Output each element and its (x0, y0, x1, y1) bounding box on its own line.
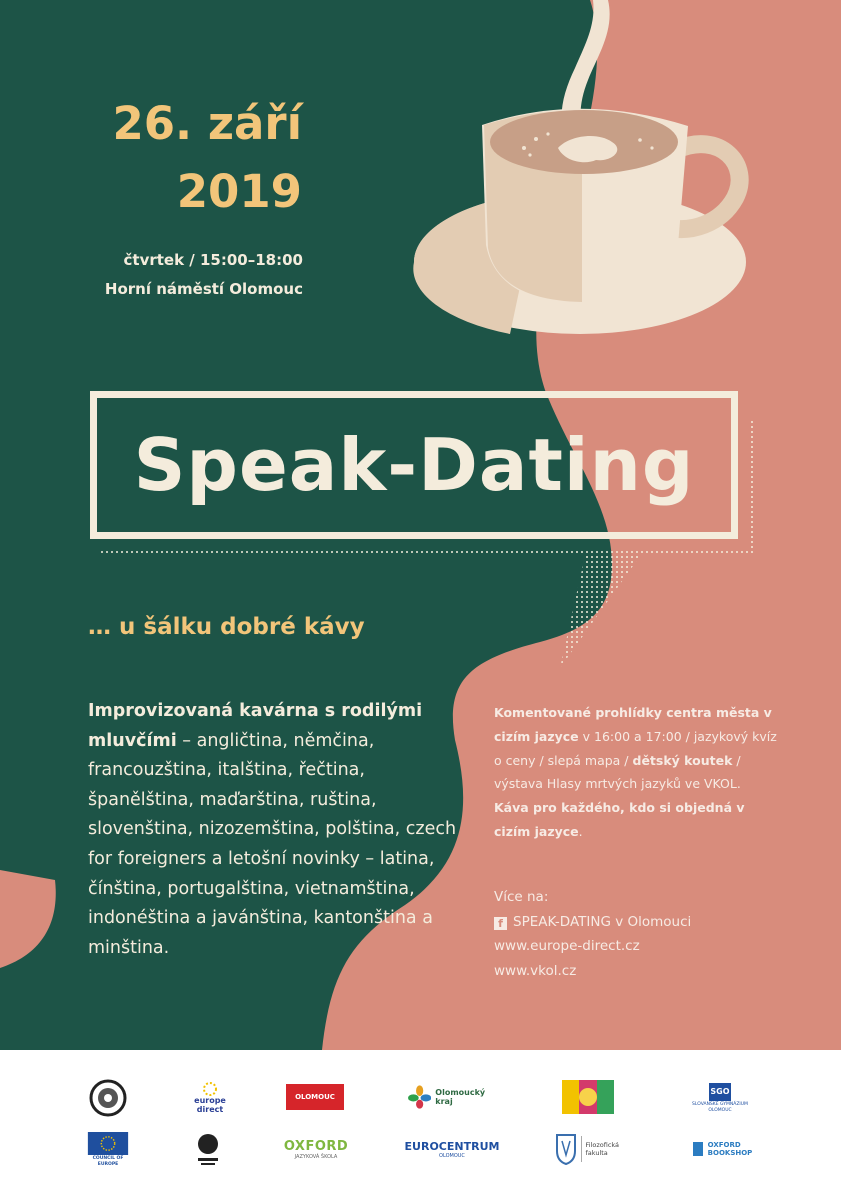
council-text: COUNCIL OF EUROPE (92, 1156, 124, 1167)
oxford-bookshop-logo (686, 1136, 758, 1162)
foam-dot (546, 132, 549, 135)
europe-direct-text: europe direct (194, 1096, 226, 1114)
oxford-school-sub: JAZYKOVÁ ŠKOLA (294, 1153, 338, 1160)
exhibition: / výstava Hlasy mrtvých jazyků ve VKOL. (494, 752, 741, 792)
council-flag-icon (87, 1132, 129, 1155)
eurocentrum-sub: OLOMOUC (439, 1152, 465, 1159)
event-time: čtvrtek / 15:00–18:00 (123, 251, 303, 269)
partner-logos (0, 1050, 841, 1200)
eu-stars-icon (200, 1082, 220, 1096)
faces-icon (562, 1080, 614, 1114)
eurocentrum-text: EUROCENTRUM (404, 1139, 500, 1153)
olomoucky-kraj-logo (408, 1080, 498, 1114)
facebook-icon: f (494, 917, 507, 930)
society-logo (190, 1130, 226, 1170)
oxford-bookshop-text-1: OXFORD (707, 1141, 741, 1149)
event-date-year: 2019 (176, 165, 302, 218)
council-of-europe-logo (86, 1132, 130, 1168)
foam-dot (638, 138, 642, 142)
eurocentrum-logo (404, 1136, 500, 1162)
foam-dot (522, 146, 526, 150)
society-emblem-icon (193, 1132, 223, 1168)
foam-dot (534, 137, 538, 141)
kids-corner: dětský koutek (632, 752, 733, 768)
languages-paragraph (88, 697, 468, 963)
tagline: … u šálku dobré kávy (88, 614, 365, 640)
facebook-link[interactable] (494, 910, 784, 935)
filozoficka-text: Filozofická fakulta (585, 1141, 620, 1157)
more-label: Více na: (494, 889, 549, 905)
tours-label: Komentované prohlídky centra města v cizím jazyce (494, 705, 772, 744)
olomouc-logo (286, 1084, 344, 1110)
facebook-label: SPEAK-DATING v Olomouci (513, 913, 692, 930)
languages-intro: Improvizovaná kavárna s rodilými mluvčími (88, 701, 423, 751)
seal-logo (88, 1078, 128, 1118)
sgo-text: SLOVANSKÉ GYMNÁZIUM OLOMOUC (692, 1101, 748, 1113)
vkol-link[interactable]: www.vkol.cz (494, 962, 577, 979)
kraj-text: Olomoucký kraj (435, 1088, 486, 1106)
tours-time: v 16:00 a 17:00 / jazykový kvíz o ceny / slepá mapa / (494, 728, 777, 768)
event-title: Speak-Dating (133, 423, 695, 507)
book-icon (692, 1141, 704, 1157)
oxford-bookshop-text-2: BOOKSHOP (707, 1149, 753, 1157)
seal-icon (89, 1079, 127, 1117)
university-shield-icon (555, 1133, 577, 1165)
kraj-leaves-icon (408, 1084, 431, 1110)
europe-direct-link[interactable]: www.europe-direct.cz (494, 938, 640, 954)
oxford-school-text: OXFORD (283, 1138, 349, 1154)
foam-dot (528, 153, 531, 156)
event-date-day: 26. září (112, 97, 302, 150)
europe-direct-logo (186, 1076, 234, 1120)
more-info (494, 885, 784, 983)
coffee-offer-end: . (578, 823, 583, 839)
foam-dot (650, 146, 653, 149)
title-box (90, 391, 738, 539)
colorful-faces-logo (562, 1080, 614, 1114)
slovanske-gymnazium-logo (684, 1078, 756, 1118)
filozoficka-fakulta-logo (548, 1132, 632, 1166)
sgo-badge: SGO (709, 1083, 731, 1101)
coffee-offer: Káva pro každého, kdo si objedná v cizím jazyce (494, 800, 745, 839)
oxford-school-logo (284, 1136, 348, 1162)
program-paragraph (494, 701, 784, 844)
divider (581, 1136, 582, 1162)
olomouc-text: OLOMOUC (295, 1093, 335, 1101)
event-place: Horní náměstí Olomouc (104, 280, 303, 298)
languages-list: – angličtina, němčina, francouzština, italština, řečtina, španělština, maďarština, ruština, slovenština, nizozemština, polština, czech for foreigners a letošní novinky – latina, čínština, portugalština, vietnamština, indonéština a javánština, kantonština a minština. (88, 730, 457, 958)
